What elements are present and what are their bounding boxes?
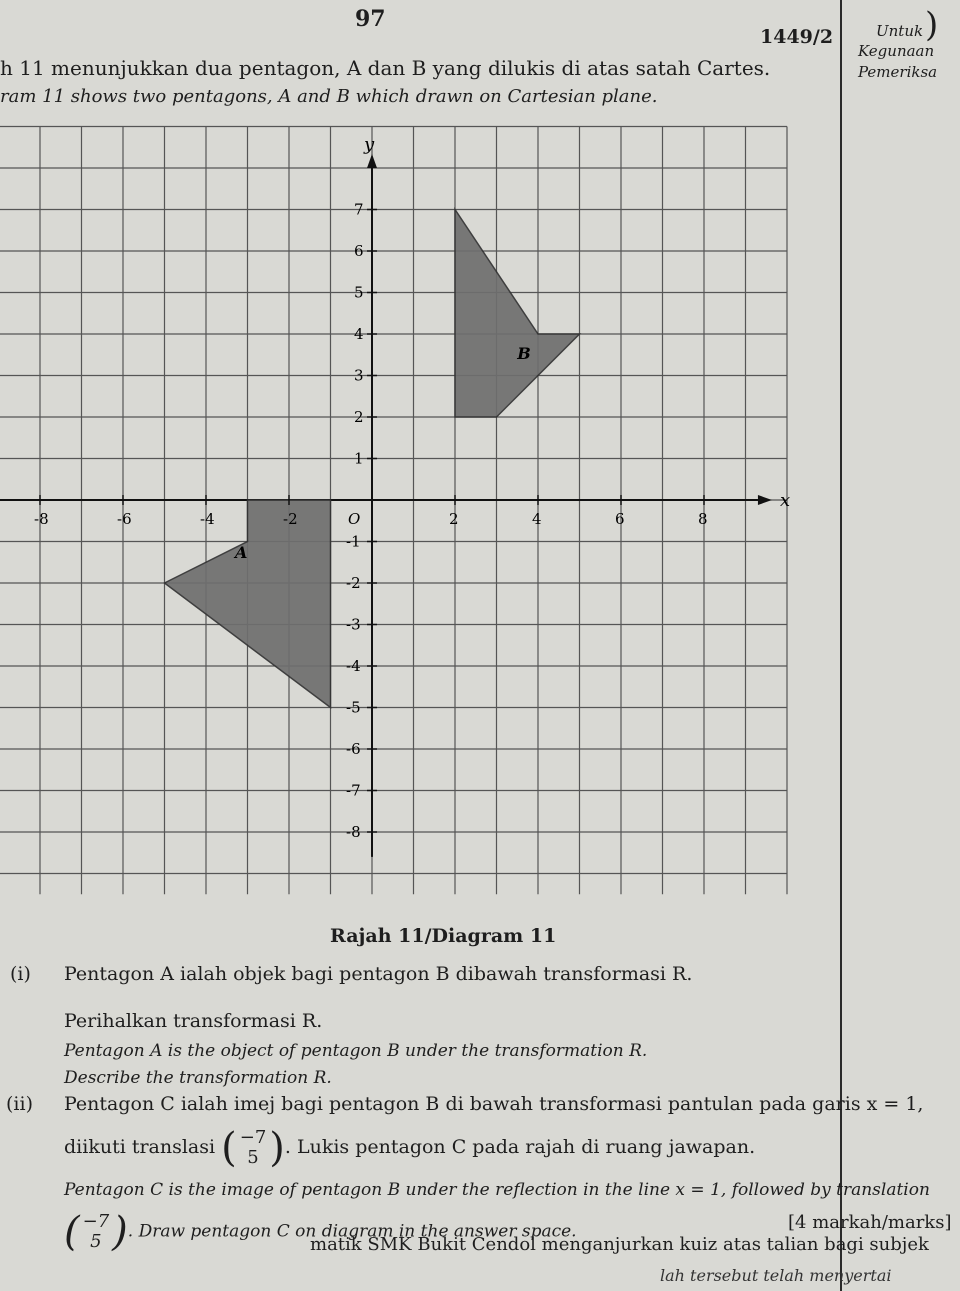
intro-english: ram 11 shows two pentagons, A and B which drawn on Cartesian plane. (0, 86, 658, 107)
y-tick-label: 6 (354, 242, 364, 260)
question-ii-english-1: Pentagon C is the image of pentagon B under the reflection in the line x = 1, followed by translation (64, 1180, 930, 1200)
question-ii-malay-2a: diikuti translasi (64, 1136, 216, 1158)
pentagon-b (455, 210, 580, 418)
diagram-11 (0, 115, 800, 919)
x-axis-arrow-icon (758, 495, 772, 505)
question-ii-number: (ii) (6, 1093, 33, 1115)
page-number: 97 (355, 6, 386, 32)
diagram-caption: Rajah 11/Diagram 11 (330, 925, 557, 947)
question-ii-malay-2: diikuti translasi ( −7 5 ). Lukis pentagon C pada rajah di ruang jawapan. (64, 1125, 756, 1171)
translation-vector: −7 5 (239, 1127, 267, 1168)
examiner-label-1: Untuk (876, 22, 924, 40)
x-axis-label: x (779, 490, 791, 511)
translation-vector-en: −7 5 (82, 1211, 110, 1252)
question-i-english-1: Pentagon A is the object of pentagon B under the transformation R. (64, 1041, 648, 1061)
y-tick-label: -5 (346, 698, 361, 717)
footer-line-2: lah tersebut telah menyertai (660, 1266, 892, 1285)
question-ii-english-2-text: . Draw pentagon C on diagram in the answer space. (127, 1221, 577, 1242)
y-tick-label: 2 (354, 408, 364, 426)
y-axis-arrow-icon (367, 154, 377, 168)
question-i-malay-2: Perihalkan transformasi R. (64, 1010, 323, 1032)
marks-label: [4 markah/marks] (788, 1212, 952, 1233)
question-ii-malay-1: Pentagon C ialah imej bagi pentagon B di bawah transformasi pantulan pada garis x = 1, (64, 1093, 924, 1115)
y-tick-label: 3 (354, 366, 364, 385)
x-tick-label: -2 (283, 510, 298, 528)
cartesian-grid (0, 115, 800, 915)
x-tick-label: -6 (117, 510, 132, 528)
y-axis-label: y (364, 134, 375, 155)
x-tick-label: O (348, 510, 361, 528)
y-tick-label: 7 (354, 200, 364, 219)
y-tick-label: -2 (346, 574, 361, 592)
question-ii-english-2: ( −7 5 ). Draw pentagon C on diagram in the answer space. (64, 1209, 577, 1255)
margin-bracket-icon: ) (925, 5, 939, 45)
question-i-malay-1: Pentagon A ialah objek bagi pentagon B dibawah transformasi R. (64, 963, 693, 985)
question-ii-malay-2b: . Lukis pentagon C pada rajah di ruang jawapan. (284, 1136, 756, 1158)
footer-line-1: matik SMK Bukit Cendol menganjurkan kuiz atas talian bagi subjek (310, 1234, 929, 1255)
y-tick-label: -1 (346, 532, 361, 551)
x-tick-label: 6 (615, 510, 625, 528)
x-tick-label: -4 (200, 510, 215, 528)
paper-code: 1449/2 (760, 26, 834, 48)
y-tick-label: -6 (346, 740, 361, 758)
examiner-label-2: Kegunaan (858, 42, 935, 60)
pentagon-b-label: B (517, 343, 531, 363)
y-tick-label: 4 (354, 325, 364, 343)
intro-malay: h 11 menunjukkan dua pentagon, A dan B yang dilukis di atas satah Cartes. (0, 56, 771, 80)
examiner-label-3: Pemeriksa (858, 63, 938, 81)
x-tick-label: 4 (532, 510, 542, 528)
pentagon-a-label: A (235, 543, 248, 563)
y-tick-label: 5 (354, 283, 364, 302)
x-tick-label: 2 (449, 510, 459, 528)
question-i-english-2: Describe the transformation R. (64, 1068, 332, 1088)
x-tick-label: 8 (698, 510, 708, 528)
question-i-number: (i) (10, 963, 31, 985)
y-tick-label: -4 (346, 657, 361, 675)
y-tick-label: -8 (346, 823, 361, 841)
y-tick-label: -3 (346, 615, 361, 634)
x-tick-label: -8 (34, 510, 49, 528)
y-tick-label: 1 (354, 449, 364, 468)
y-tick-label: -7 (346, 781, 361, 800)
